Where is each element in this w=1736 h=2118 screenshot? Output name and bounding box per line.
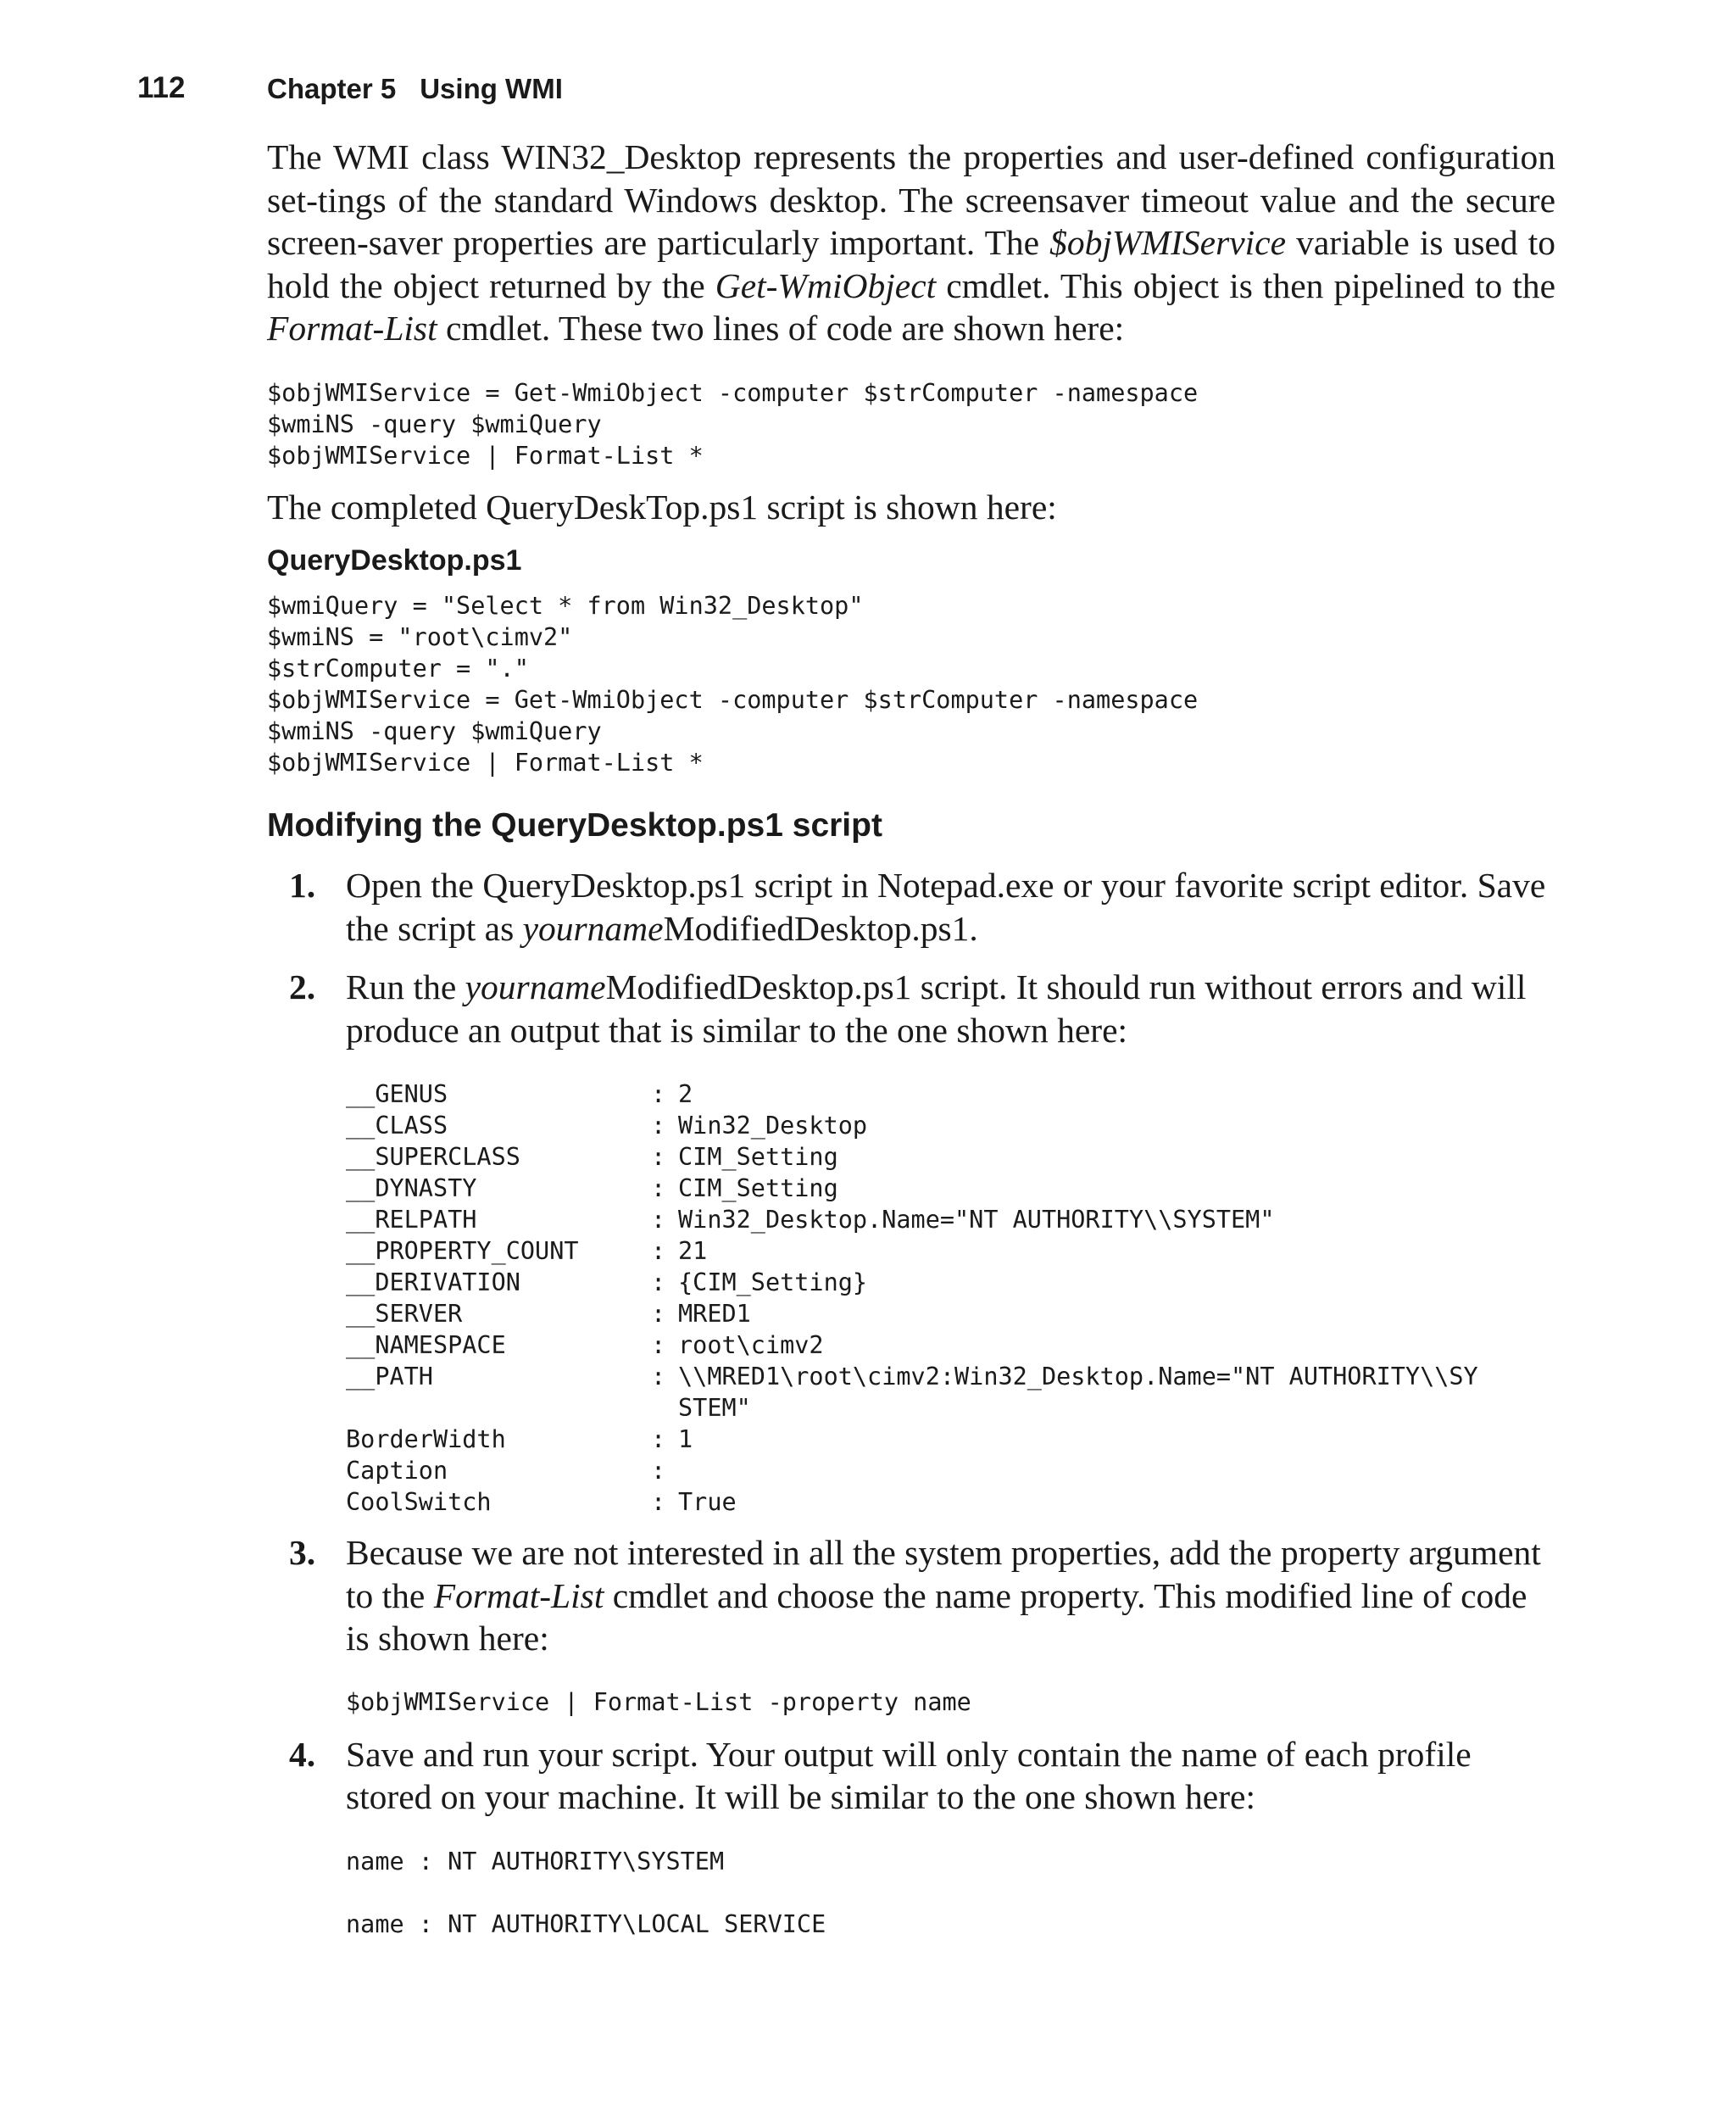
- output-property: __CLASS: [346, 1112, 448, 1140]
- step-2-emphasis: yourname: [465, 967, 606, 1006]
- output-separator: :: [651, 1237, 666, 1265]
- output-value: True: [678, 1488, 737, 1516]
- output-property: __DERIVATION: [346, 1268, 520, 1296]
- output-property: __PROPERTY_COUNT: [346, 1237, 579, 1265]
- output-property: Caption: [346, 1457, 448, 1485]
- output-value: root\cimv2: [678, 1331, 824, 1359]
- section-heading: Modifying the QueryDesktop.ps1 script: [267, 807, 882, 844]
- output-row: [346, 1329, 1478, 1361]
- step-2: [267, 966, 1555, 1518]
- output-row: [346, 1424, 1478, 1455]
- output-row: [346, 1235, 1478, 1267]
- step-3-emphasis: Format-List: [433, 1575, 604, 1615]
- output-value: [678, 1455, 1478, 1486]
- output-value: MRED1: [678, 1300, 751, 1328]
- step-4: [267, 1733, 1555, 1940]
- step-1-text-b: ModifiedDesktop.ps1.: [663, 908, 978, 948]
- output-row: [346, 1141, 1478, 1173]
- listing-title: QueryDesktop.ps1: [267, 544, 522, 577]
- output-separator: :: [651, 1331, 666, 1359]
- output-property: __GENUS: [346, 1080, 448, 1108]
- step-number: 3.: [289, 1533, 316, 1572]
- step-number: 4.: [289, 1734, 316, 1774]
- output-property: __DYNASTY: [346, 1174, 477, 1202]
- output-row: [346, 1486, 1478, 1518]
- intro-text-1: The WMI class WIN32_Desktop represents the properties and user-defined configuration set-tings of the standard Windows desktop. The screensaver timeout value and the secure screen-saver properties are particularly important. The: [267, 137, 1555, 262]
- output-row: [346, 1361, 1478, 1424]
- cmdlet-format-list: Format-List: [267, 309, 437, 348]
- output-separator: :: [651, 1300, 666, 1328]
- output-row: [346, 1204, 1478, 1235]
- output-value: {CIM_Setting}: [678, 1268, 868, 1296]
- step-3-text-a: Because we are not interested in all the system properties, add the property argument to the: [346, 1533, 1541, 1615]
- output-separator: :: [651, 1488, 666, 1516]
- step-2-text-b: ModifiedDesktop.ps1 script. It should run without errors and will produce an output that is similar to the one shown here:: [346, 967, 1527, 1050]
- output-separator: :: [651, 1268, 666, 1296]
- cmdlet-get-wmiobject: Get-WmiObject: [715, 265, 937, 305]
- output-property: __NAMESPACE: [346, 1331, 506, 1359]
- step-text: Save and run your script. Your output will only contain the name of each profile stored on your machine. It will be similar to the one shown here:: [346, 1734, 1472, 1816]
- var-objwmiservice: $objWMIService: [1049, 223, 1287, 262]
- step-text: [346, 966, 1555, 1051]
- output-separator: :: [651, 1425, 666, 1453]
- step-1-text-a: Open the QueryDesktop.ps1 script in Notepad.exe or your favorite script editor. Save the script as: [346, 866, 1546, 948]
- step-1: [267, 864, 1555, 950]
- output-row: [346, 1298, 1478, 1329]
- intro-text-2: variable is used to hold the object returned by the: [267, 223, 1555, 305]
- output-separator: :: [651, 1143, 666, 1171]
- output-value: 1: [678, 1425, 693, 1453]
- intro-text-4: cmdlet. These two lines of code are shown here:: [437, 309, 1125, 348]
- output-property: __SUPERCLASS: [346, 1143, 520, 1171]
- intro-text-3: cmdlet. This object is then pipelined to the: [936, 265, 1555, 305]
- running-head: [267, 73, 563, 105]
- output-value: 2: [678, 1080, 693, 1108]
- listing-code: $wmiQuery = "Select * from Win32_Desktop" $wmiNS = "root\cimv2" $strComputer = "." $objWMIService = Get-WmiObject -computer $strComputer -namespace $wmiNS -query $wmiQuery $objWMIService | Format-List *: [267, 592, 1199, 777]
- output-value: Win32_Desktop: [678, 1112, 868, 1140]
- output-separator: :: [651, 1457, 666, 1485]
- code-block-pipeline: $objWMIService = Get-WmiObject -computer $strComputer -namespace $wmiNS -query $wmiQuery $objWMIService | Format-List *: [267, 378, 1199, 470]
- step-2-text-a: Run the: [346, 967, 465, 1006]
- step-text: [346, 864, 1555, 950]
- step-3-text-b: cmdlet and choose the name property. This modified line of code is shown here:: [346, 1575, 1527, 1658]
- output-separator: :: [651, 1363, 666, 1391]
- step-4-code: name : NT AUTHORITY\SYSTEM name : NT AUTHORITY\LOCAL SERVICE: [346, 1847, 826, 1938]
- chapter-label: Chapter 5: [267, 73, 397, 104]
- output-value: CIM_Setting: [678, 1143, 838, 1171]
- output-row: [346, 1267, 1478, 1298]
- step-number: 2.: [289, 967, 316, 1006]
- output-separator: :: [651, 1112, 666, 1140]
- step-text: [346, 1531, 1555, 1660]
- step-3-code: $objWMIService | Format-List -property name: [346, 1687, 971, 1716]
- output-table: [346, 1079, 1478, 1518]
- page-content: [267, 136, 1555, 1940]
- intro-paragraph: [267, 136, 1555, 350]
- output-value: 21: [678, 1237, 708, 1265]
- output-property: __RELPATH: [346, 1206, 477, 1234]
- output-value: \\MRED1\root\cimv2:Win32_Desktop.Name="NT AUTHORITY\\SY STEM": [678, 1363, 1478, 1422]
- output-row: [346, 1173, 1478, 1204]
- page-number: 112: [137, 71, 186, 104]
- output-property: __SERVER: [346, 1300, 463, 1328]
- output-separator: :: [651, 1174, 666, 1202]
- step-3: [267, 1531, 1555, 1718]
- output-separator: :: [651, 1080, 666, 1108]
- output-property: BorderWidth: [346, 1425, 506, 1453]
- output-property: CoolSwitch: [346, 1488, 492, 1516]
- output-row: [346, 1079, 1478, 1110]
- output-value: CIM_Setting: [678, 1174, 838, 1202]
- step-number: 1.: [289, 866, 316, 905]
- output-row: [346, 1455, 1478, 1486]
- output-row: [346, 1110, 1478, 1141]
- step-1-emphasis: yourname: [522, 908, 664, 948]
- output-property: __PATH: [346, 1363, 433, 1391]
- output-separator: :: [651, 1206, 666, 1234]
- chapter-title: Using WMI: [420, 73, 563, 104]
- completed-script-text: The completed QueryDeskTop.ps1 script is shown here:: [267, 487, 1057, 527]
- output-value: Win32_Desktop.Name="NT AUTHORITY\\SYSTEM": [678, 1206, 1275, 1234]
